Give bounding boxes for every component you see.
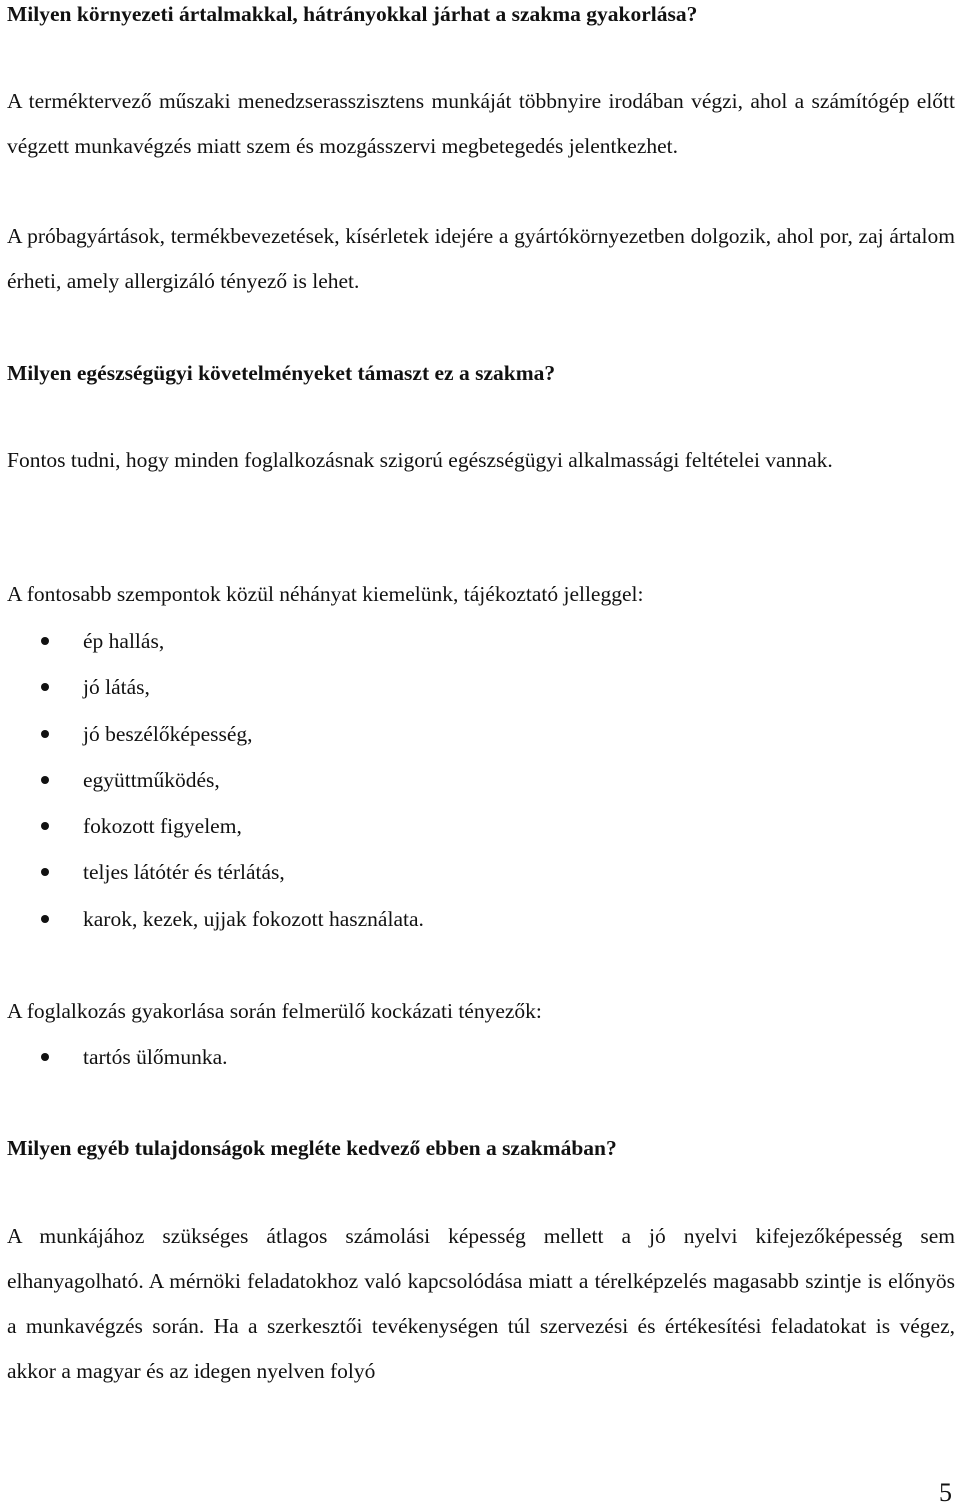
list-item: jó látás, bbox=[7, 664, 424, 710]
bullet-icon bbox=[41, 730, 49, 738]
requirements-list bbox=[7, 618, 424, 942]
bullet-icon bbox=[41, 915, 49, 923]
bullet-icon bbox=[41, 683, 49, 691]
bullet-icon bbox=[41, 637, 49, 645]
list-item: tartós ülőmunka. bbox=[7, 1034, 228, 1080]
paragraph-production-environment: A próbagyártások, termékbevezetések, kísérletek idejére a gyártókörnyezetben dolgozik, ahol por, zaj ártalom érheti, amely allergizáló tényező is lehet. bbox=[7, 224, 955, 293]
section-heading-environment: Milyen környezeti ártalmakkal, hátrányokkal járhat a szakma gyakorlása? bbox=[7, 2, 698, 26]
section-heading-other-qualities: Milyen egyéb tulajdonságok megléte kedvező ebben a szakmában? bbox=[7, 1136, 617, 1160]
list-item: jó beszélőképesség, bbox=[7, 711, 424, 757]
paragraph-skills: A munkájához szükséges átlagos számolási képesség mellett a jó nyelvi kifejezőképesség sem elhanyagolható. A mérnöki feladatokhoz való kapcsolódása miatt a térelképzelés magasabb szintje is előnyös a munkavégzés során. Ha a szerkesztői tevékenységen túl szervezési és értékesítési feladatokat is végez, akkor a magyar és az idegen nyelven folyó bbox=[7, 1224, 955, 1383]
risk-factors-list bbox=[7, 1034, 228, 1080]
bullet-icon bbox=[41, 822, 49, 830]
list-item: fokozott figyelem, bbox=[7, 803, 424, 849]
requirements-intro: A fontosabb szempontok közül néhányat kiemelünk, tájékoztató jelleggel: bbox=[7, 582, 644, 606]
bullet-icon bbox=[41, 776, 49, 784]
list-item: teljes látótér és térlátás, bbox=[7, 849, 424, 895]
paragraph-health-conditions: Fontos tudni, hogy minden foglalkozásnak szigorú egészségügyi alkalmassági feltételei vannak. bbox=[7, 448, 833, 472]
paragraph-office-work: A terméktervező műszaki menedzserasszisztens munkáját többnyire irodában végzi, ahol a számítógép előtt végzett munkavégzés miatt szem és mozgásszervi megbetegedés jelentkezhet. bbox=[7, 89, 955, 158]
list-item: együttműködés, bbox=[7, 757, 424, 803]
risk-factors-intro: A foglalkozás gyakorlása során felmerülő kockázati tényezők: bbox=[7, 999, 542, 1023]
list-item: karok, kezek, ujjak fokozott használata. bbox=[7, 896, 424, 942]
bullet-icon bbox=[41, 1053, 49, 1061]
bullet-icon bbox=[41, 868, 49, 876]
list-item: ép hallás, bbox=[7, 618, 424, 664]
section-heading-health-requirements: Milyen egészségügyi követelményeket támaszt ez a szakma? bbox=[7, 361, 556, 385]
page-number: 5 bbox=[939, 1478, 952, 1507]
